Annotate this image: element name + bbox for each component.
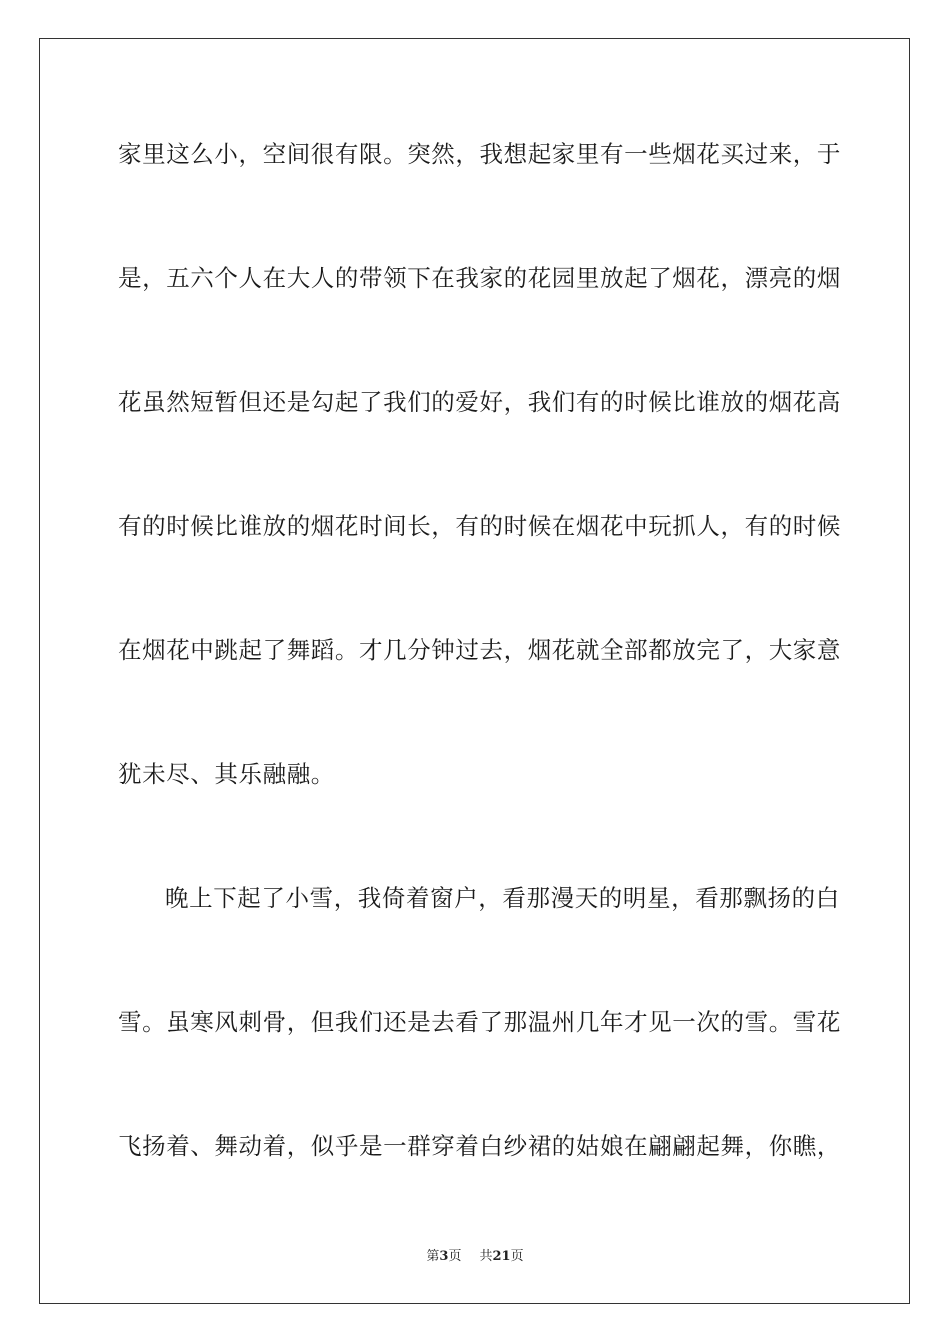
- total-label-suffix: 页: [510, 1249, 524, 1264]
- text-line: 家里这么小，空间很有限。突然，我想起家里有一些烟花买过来，于: [118, 140, 841, 168]
- text-line: 飞扬着、舞动着，似乎是一群穿着白纱裙的姑娘在翩翩起舞，你瞧，: [118, 1132, 841, 1160]
- text-line: 犹未尽、其乐融融。: [118, 760, 335, 788]
- paragraph-first-line: 晚上下起了小雪，我倚着窗户，看那漫天的明星，看那飘扬的白: [165, 884, 840, 912]
- page-label-suffix: 页: [448, 1249, 462, 1264]
- page-border: [39, 38, 910, 1304]
- text-line: 在烟花中跳起了舞蹈。才几分钟过去，烟花就全部都放完了，大家意: [118, 636, 841, 664]
- text-line: 花虽然短暂但还是勾起了我们的爱好，我们有的时候比谁放的烟花高: [118, 388, 841, 416]
- total-label-prefix: 共: [479, 1249, 493, 1264]
- text-line: 有的时候比谁放的烟花时间长，有的时候在烟花中玩抓人，有的时候: [118, 512, 841, 540]
- page-number: 3: [439, 1249, 449, 1264]
- page-label-prefix: 第: [426, 1249, 440, 1264]
- total-pages: 21: [492, 1249, 511, 1264]
- page-footer: [0, 1249, 950, 1265]
- text-line: 雪。虽寒风刺骨，但我们还是去看了那温州几年才见一次的雪。雪花: [118, 1008, 841, 1036]
- text-line: 是，五六个人在大人的带领下在我家的花园里放起了烟花，漂亮的烟: [118, 264, 841, 292]
